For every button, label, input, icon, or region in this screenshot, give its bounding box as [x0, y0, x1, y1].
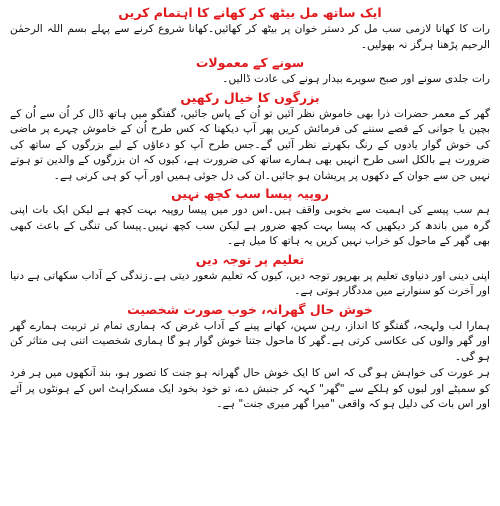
section-heading-education: تعلیم پر توجہ دیں — [195, 251, 305, 267]
section-heading-eat-together: ایک ساتھ مل بیٹھ کر کھانے کا اہتمام کریں — [118, 5, 382, 20]
section-paragraph-eat-together: رات کا کھانا لازمی سب مل کر دستر خوان پر بیٹھ کر کھائیں۔کھانا شروع کرنے سے پہلے بسم اللہ الرحمٰن الرحیم پڑھنا ہرگز نہ بھولیں۔ — [10, 23, 490, 51]
section-paragraph-happy-home-2: ہر عورت کی خواہش ہو گی کہ اس کا ایک خوش حال گھرانہ ہو جنت کا تصور ہو، بند آنکھوں میں ہر فرد کو سمیٹے اور لبوں کو ہلکے سے "گھر" کہہ کر جنبش دے، تو خود بخود ایک مسکراہٹ اس کے ہونٹوں پر آئے اور اس بات کی دلیل ہو کہ واقعی "میرا گھر میری جنت" ہے۔ — [10, 367, 490, 410]
section-paragraph-happy-home-1: ہمارا لب ولہجہ، گفتگو کا انداز، رہن سہن، کھانے پینے کے آداب غرض کہ ہماری تمام تر تربیت ہمارے گھر اور گھر والوں کی عکاسی کرتی ہے۔گھر کا ماحول جتنا خوش گوار ہو گا ہماری شخصیت اتنی ہی متاثر کن ہو گی۔ — [10, 319, 490, 363]
section-paragraph-sleep-routine: رات جلدی سونے اور صبح سویرے بیدار ہونے کی عادت ڈالیں۔ — [222, 73, 490, 85]
section-heading-sleep-routine: سونے کے معمولات — [195, 55, 305, 70]
article — [10, 5, 490, 413]
section-paragraph-education: اپنی دینی اور دنیاوی تعلیم پر بھرپور توجہ دیں، کیوں کہ تعلیم شعور دیتی ہے۔زندگی کے آداب سکھاتی ہے دنیا اور آخرت کو سنوارنے میں مددگار ہوتی ہے۔ — [10, 269, 490, 297]
section-paragraph-money: ہم سب پیسے کی اہمیت سے بخوبی واقف ہیں۔اس دور میں پیسا روپیہ بہت کچھ ہے لیکن ایک بات اپنی گرہ میں باندھ کر دیکھیں کہ پیسا بہت کچھ ضرور ہے لیکن سب کچھ نہیں۔پیسا کی تنگی کے باعث کبھی بھی گھر کے ماحول کو خراب نہیں کریں یہ ہاتھ کا میل ہے۔ — [10, 204, 490, 247]
section-paragraph-care-for-elders: گھر کے معمر حضرات ذرا بھی خاموش نظر آئیں تو اُن کے پاس جائیں، گفتگو میں ہاتھ ڈال کر اُن سے اُن کے بچپن یا جوانی کے قصے سننے کی فرمائش کریں پھر آپ دیکھنا کہ کس طرح اُن کے خاموش چہرے پر ماضی کی خوش گوار یادوں کے رنگ بکھرتے نظر آئیں گے۔جس طرح آپ کو دعاؤں کے لیے بزرگوں کے ساتھ کی ضرورت ہے بالکل اسی طرح انہیں بھی ہمارے ساتھ کی ضرورت ہے، کیوں کہ ان بزرگوں کے والدین تو ہوتے نہیں جن سے جوان کے دکھوں پر پریشان ہو جائیں۔ان کی دل جوئی ہمیں اور آپ کو ہی کرنی ہے۔ — [10, 107, 490, 182]
section-heading-happy-home: خوش حال گھرانہ، خوب صورت شخصیت — [127, 301, 373, 317]
section-heading-care-for-elders: بزرگوں کا خیال رکھیں — [180, 89, 320, 105]
section-heading-money: روپیہ پیسا سب کچھ نہیں — [171, 186, 329, 201]
